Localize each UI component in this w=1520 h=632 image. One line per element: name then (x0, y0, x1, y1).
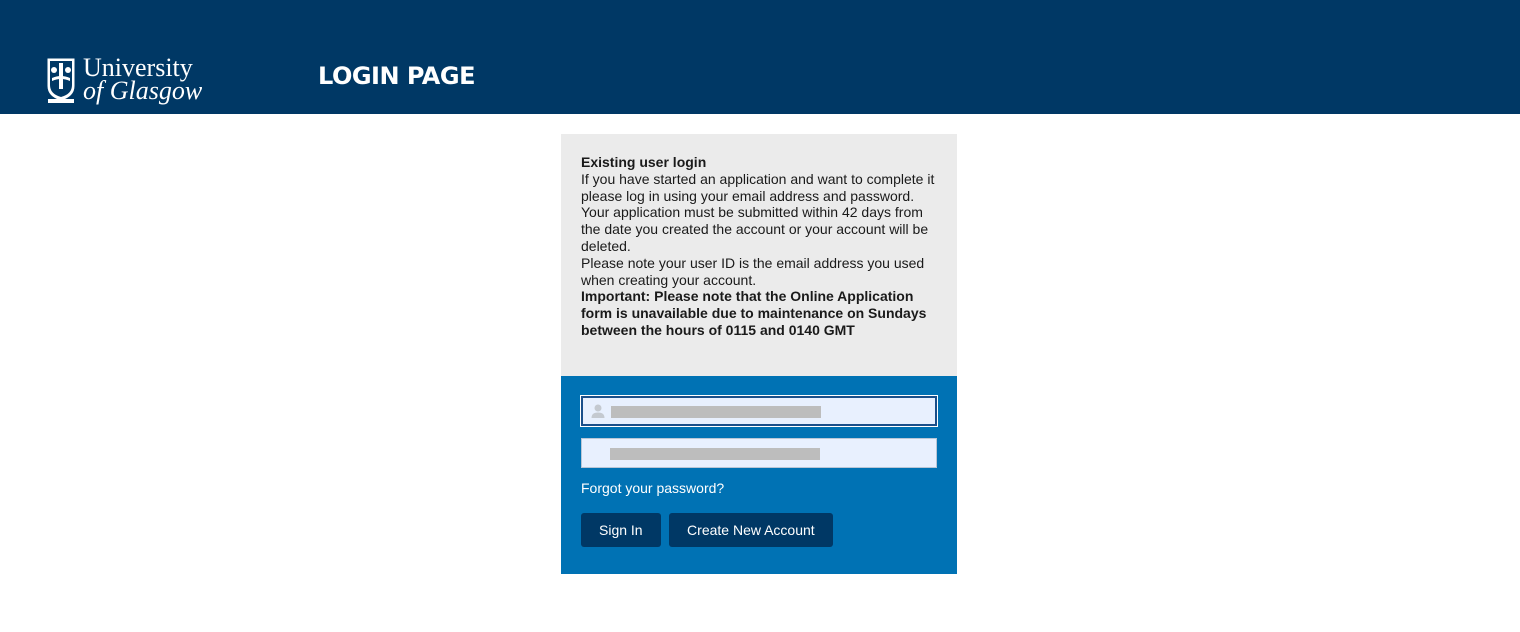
logo-wordmark (83, 53, 203, 105)
password-field[interactable] (581, 438, 937, 468)
logo-line1: University (83, 53, 193, 82)
login-heading: Existing user login (581, 154, 707, 170)
forgot-password-link[interactable]: Forgot your password? (581, 480, 725, 496)
university-logo[interactable] (45, 53, 205, 106)
user-id-note: Please note your user ID is the email address you used when creating your account. (581, 254, 925, 288)
username-field[interactable] (581, 396, 937, 426)
create-account-button[interactable]: Create New Account (669, 513, 833, 547)
password-value-redacted (610, 448, 820, 460)
page-title: LOGIN PAGE (318, 62, 475, 90)
button-row (581, 513, 937, 547)
username-value-redacted (611, 406, 821, 418)
university-crest-icon (45, 56, 77, 104)
login-form (561, 376, 957, 574)
sign-in-button[interactable]: Sign In (581, 513, 661, 547)
login-panel (561, 134, 957, 574)
logo-line2: of Glasgow (83, 76, 203, 105)
login-instructions: If you have started an application and want to complete it please log in using your email address and password. Your application must be submitted within 42 days from the date you created the account or your account will be deleted. (581, 170, 935, 254)
login-info-box (561, 134, 957, 376)
header-bar (0, 0, 1520, 114)
maintenance-notice: Important: Please note that the Online Application form is unavailable due to maintenance on Sundays between the hours of 0115 and 0140 GMT (581, 288, 927, 338)
